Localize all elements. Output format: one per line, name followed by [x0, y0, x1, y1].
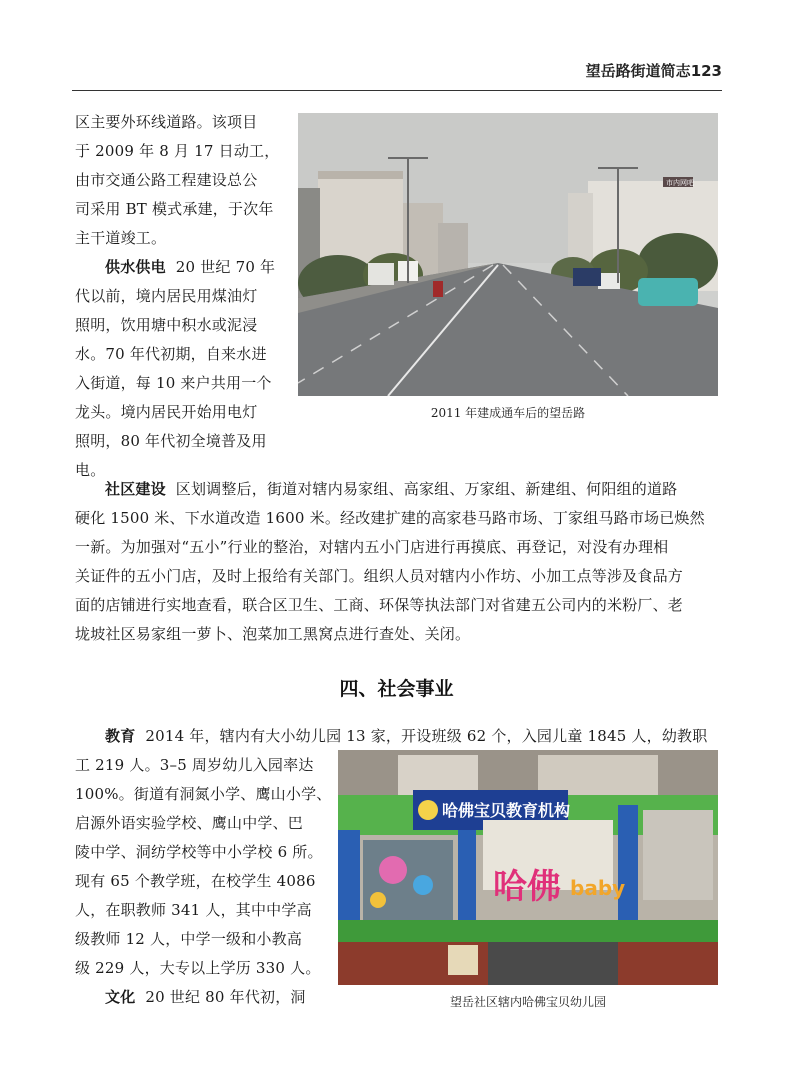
header-rule [72, 90, 722, 91]
text-line: 垅坡社区易家组一萝卜、泡菜加工黑窝点进行查处、关闭。 [75, 625, 471, 643]
text-line: 人，在职教师 341 人，其中中学高 [75, 901, 312, 919]
section-title: 四、社会事业 [339, 678, 454, 700]
text-line: 级 229 人，大专以上学历 330 人。 [75, 959, 321, 977]
header-title: 望岳路街道简志 [585, 62, 691, 80]
road-photo-caption: 2011 年建成通车后的望岳路 [430, 406, 586, 420]
community-paragraph [75, 475, 705, 649]
community-first-line: 区划调整后，街道对辖内易家组、高家组、万家组、新建组、何阳组的道路 [175, 480, 678, 498]
text-line: 代以前，境内居民用煤油灯 [75, 287, 258, 305]
kindergarten-baby-text: baby [570, 876, 626, 900]
text-line: 龙头。境内居民开始用电灯 [75, 403, 258, 421]
kindergarten-photo-image [338, 750, 718, 985]
text-line: 100%。街道有洞氮小学、鹰山小学、 [75, 785, 332, 803]
road-shop-sign: 市内网吧 [666, 179, 694, 187]
text-line: 于 2009 年 8 月 17 日动工， [75, 142, 280, 160]
kindergarten-sign: 哈佛宝贝教育机构 [442, 801, 571, 820]
education-keyword: 教育 [105, 727, 136, 745]
text-line: 现有 65 个教学班，在校学生 4086 [75, 872, 316, 890]
kindergarten-big-sign: 哈佛 [493, 867, 561, 907]
text-line: 司采用 BT 模式承建，于次年 [75, 200, 274, 218]
education-first-line: 2014 年，辖内有大小幼儿园 13 家，开设班级 62 个，入园儿童 1845 人，幼教职 [145, 727, 708, 745]
text-line [75, 253, 275, 282]
water-first-line: 20 世纪 70 年 [175, 258, 276, 276]
road-photo [298, 113, 718, 396]
text-line: 陵中学、洞纺学校等中小学校 6 所。 [75, 843, 323, 861]
water-paragraph [75, 253, 275, 485]
text-line: 照明，80 年代初全境普及用 [75, 432, 267, 450]
text-line: 区主要外环线道路。该项目 [75, 113, 258, 131]
text-line: 面的店铺进行实地查看，联合区卫生、工商、环保等执法部门对省建五公司内的米粉厂、老 [75, 596, 684, 614]
text-line: 工 219 人。3–5 周岁幼儿入园率达 [75, 756, 314, 774]
road-photo-image [298, 113, 718, 396]
text-line: 硬化 1500 米、下水道改造 1600 米。经改建扩建的高家巷马路市场、丁家组马路市场已焕然 [75, 509, 705, 527]
culture-keyword: 文化 [105, 988, 136, 1006]
page-number: 123 [690, 62, 722, 80]
text-line: 照明，饮用塘中积水或泥浸 [75, 316, 258, 334]
road-paragraph [75, 108, 279, 253]
text-line [75, 475, 705, 504]
water-keyword: 供水供电 [105, 258, 166, 276]
text-line [75, 722, 707, 751]
text-line: 启源外语实验学校、鹰山中学、巴 [75, 814, 304, 832]
community-keyword: 社区建设 [105, 480, 166, 498]
text-line: 主干道竣工。 [75, 229, 167, 247]
running-head [0, 60, 722, 81]
text-line: 水。70 年代初期，自来水进 [75, 345, 267, 363]
text-line: 关证件的五小门店，及时上报给有关部门。组织人员对辖内小作坊、小加工点等涉及食品方 [75, 567, 684, 585]
text-line: 入街道，每 10 来户共用一个 [75, 374, 272, 392]
text-line: 一新。为加强对“五小”行业的整治，对辖内五小门店进行再摸底、再登记，对没有办理相 [75, 538, 669, 556]
text-line: 电。 [75, 461, 106, 479]
text-line: 级教师 12 人，中学一级和小教高 [75, 930, 303, 948]
kindergarten-photo [338, 750, 718, 985]
text-line: 由市交通公路工程建设总公 [75, 171, 258, 189]
culture-first-line: 20 世纪 80 年代初，洞 [145, 988, 306, 1006]
kindergarten-photo-caption: 望岳社区辖内哈佛宝贝幼儿园 [449, 995, 606, 1009]
